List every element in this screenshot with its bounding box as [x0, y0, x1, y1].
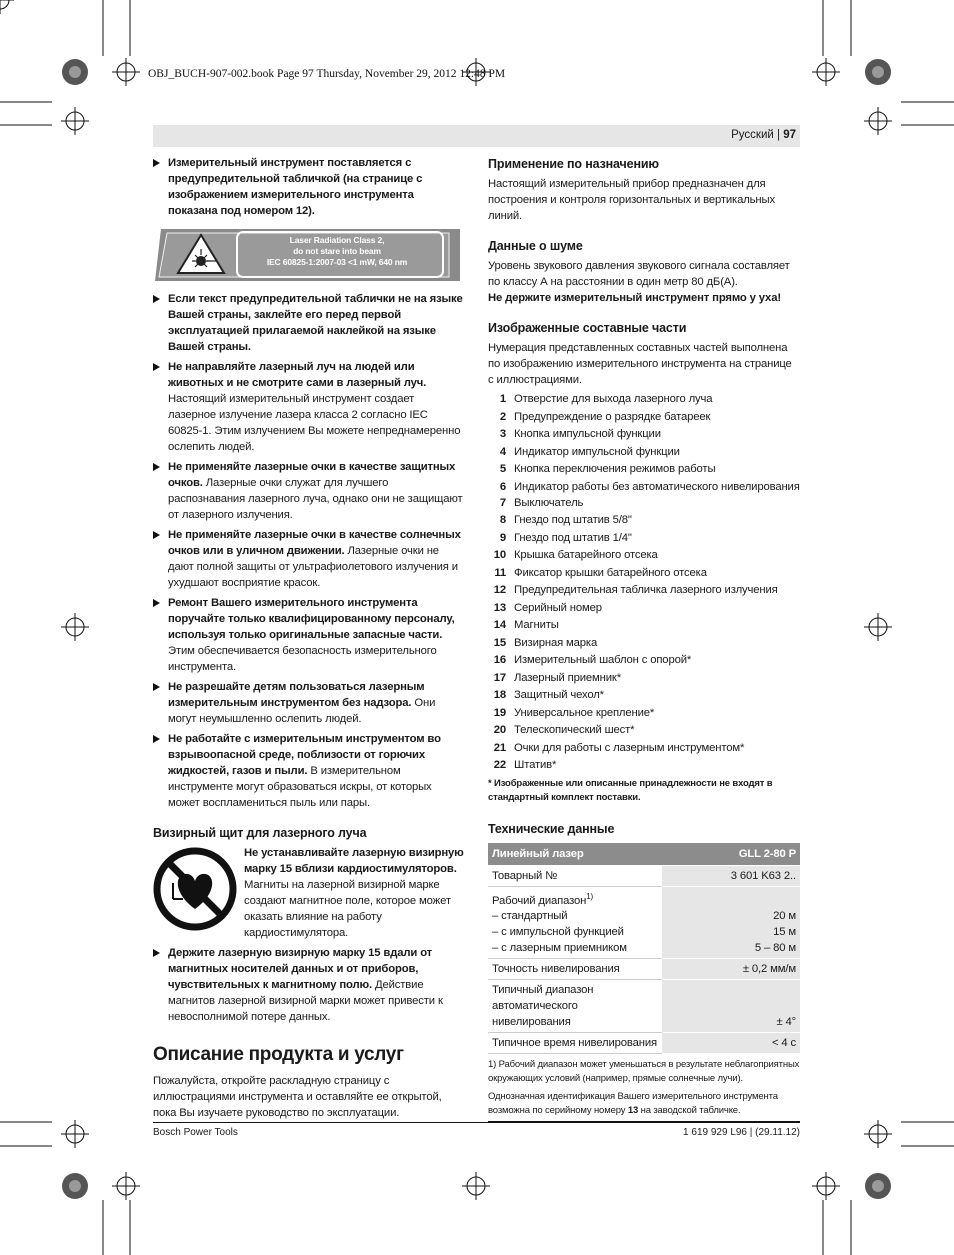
- list-item: [488, 705, 800, 723]
- section-title-product: Описание продукта и услуг: [153, 1044, 404, 1065]
- part-name: Телескопический шест*: [514, 724, 635, 736]
- bullet-icon: [153, 683, 160, 691]
- part-name: Крышка батарейного отсека: [514, 549, 658, 561]
- part-name: Индикатор работы без автоматического нивелирования: [514, 480, 800, 493]
- part-number: 19: [493, 706, 506, 719]
- header-language-page: [731, 129, 796, 141]
- bullet-icon: [153, 735, 160, 743]
- range-standard-value: 20 м: [773, 910, 796, 923]
- list-item: [488, 582, 800, 600]
- list-item: [488, 565, 800, 583]
- part-number: 9: [499, 531, 506, 544]
- bullet-bold: Не работайте с измерительным инструментом во взрывоопасной среде, поблизости от горючих жидкостей, газов и пыли.: [168, 733, 441, 777]
- part-number: 15: [493, 636, 506, 649]
- list-item: [488, 740, 800, 758]
- bullet-text: Лазерные очки не дают полной защиты от ультрафиолетового излучения и ухудшают восприятие красок.: [168, 545, 458, 589]
- list-item: [488, 461, 800, 479]
- part-number: 6: [499, 480, 506, 493]
- table-key: [488, 886, 662, 959]
- section-heading-tech: Технические данные: [488, 821, 615, 836]
- part-number: 22: [493, 759, 506, 771]
- warning-plate-text: [243, 235, 431, 268]
- part-number: 18: [493, 689, 506, 701]
- table-key: Товарный №: [488, 865, 662, 886]
- table-value: < 4 с: [662, 1033, 800, 1054]
- bullet-text: Этим обеспечивается безопасность измерительного инструмента.: [168, 645, 437, 673]
- footer-divider: [153, 1122, 800, 1123]
- section-heading-noise: Данные о шуме: [488, 239, 583, 253]
- list-item: [488, 479, 800, 495]
- range-label: Рабочий диапазон: [492, 894, 587, 907]
- part-name: Гнездо под штатив 5/8": [514, 514, 632, 526]
- bullet-laser-glasses-sun: [153, 527, 465, 591]
- part-name: Гнездо под штатив 1/4": [514, 531, 632, 544]
- bullet-icon: [153, 949, 160, 957]
- part-name: Очки для работы с лазерным инструментом*: [514, 741, 745, 754]
- product-intro-text: Пожалуйста, откройте раскладную страницу с иллюстрациями инструмента и оставляйте ее открытой, пока Вы изучаете руководство по эксплуатации.: [153, 1075, 442, 1119]
- part-name: Серийный номер: [514, 601, 602, 614]
- shield-warning-bold: Не устанавливайте лазерную визирную марку 15 вблизи кардиостимуляторов.: [244, 847, 464, 875]
- part-name: Защитный чехол*: [514, 689, 604, 701]
- table-row: [488, 886, 800, 959]
- bullet-laser-glasses-protect: [153, 459, 465, 523]
- bullet-language-label: [153, 291, 465, 355]
- shield-warning-text: Магниты на лазерной визирной марке создают магнитное поле, которое может оказать влияние на работу кардиостимулятора.: [244, 879, 451, 939]
- list-item: [488, 670, 800, 688]
- right-column: [488, 156, 800, 1122]
- table-key: Типичный диапазон автоматического нивелирования: [488, 980, 662, 1033]
- bullet-laser-people: [153, 359, 465, 455]
- footer-brand: Bosch Power Tools: [153, 1127, 238, 1138]
- table-value: ± 0,2 мм/м: [662, 959, 800, 980]
- table-key: Типичное время нивелирования: [488, 1033, 662, 1054]
- use-text: Настоящий измерительный прибор предназначен для построения и контроля горизонтальных и вертикальных линий.: [488, 178, 775, 222]
- part-name: Визирная марка: [514, 636, 598, 649]
- table-row: [488, 980, 800, 1033]
- part-name: Индикатор импульсной функции: [514, 445, 680, 458]
- list-item: [488, 617, 800, 635]
- part-number: 14: [493, 619, 506, 631]
- part-number: 4: [499, 445, 506, 458]
- part-name: Фиксатор крышки батарейного отсека: [514, 566, 707, 579]
- table-row: [488, 959, 800, 980]
- section-heading-parts: Изображенные составные части: [488, 321, 687, 335]
- plate-line-1: Laser Radiation Class 2,: [289, 235, 385, 245]
- list-item: [488, 512, 800, 530]
- list-item: [488, 757, 800, 775]
- list-item: [488, 547, 800, 565]
- section-heading-shield: Визирный щит для лазерного луча: [153, 826, 367, 840]
- list-item: [488, 635, 800, 653]
- bullet-icon: [153, 159, 160, 167]
- header-separator: |: [773, 129, 784, 141]
- range-receiver-label: – с лазерным приемником: [492, 942, 627, 955]
- bullet-bold: Держите лазерную визирную марку 15 вдали от магнитных носителей данных и от приборов, чувствительных к магнитному полю.: [168, 947, 433, 991]
- list-item: [488, 600, 800, 618]
- bullet-text: В измерительном инструменте могут образоваться искры, от которых может воспламениться пыль или пары.: [168, 765, 432, 809]
- bullet-icon: [153, 599, 160, 607]
- list-item: [488, 495, 800, 513]
- table-header-row: [488, 843, 800, 866]
- list-item: [488, 426, 800, 444]
- part-number: 2: [499, 410, 506, 423]
- print-header: OBJ_BUCH-907-002.book Page 97 Thursday, November 29, 2012 12:48 PM: [148, 68, 506, 80]
- bullet-text: Они могут неумышленно ослепить людей.: [168, 697, 436, 725]
- list-item: [488, 722, 800, 740]
- no-pacemaker-icon: [153, 847, 237, 931]
- part-number: 17: [493, 671, 506, 684]
- noise-warning: Не держите измерительный инструмент прямо у уха!: [488, 292, 781, 304]
- part-name: Предупредительная табличка лазерного излучения: [514, 584, 778, 596]
- pacemaker-warning: [153, 845, 465, 941]
- part-name: Штатив*: [514, 759, 557, 771]
- bullet-bold: Не разрешайте детям пользоваться лазерным измерительным инструментом без надзора.: [168, 681, 425, 709]
- bullet-text: Если текст предупредительной таблички не на языке Вашей страны, заклейте его перед первой эксплуатацией прилагаемой наклейкой на языке Вашей страны.: [168, 293, 463, 353]
- part-name: Кнопка импульсной функции: [514, 428, 661, 440]
- part-name: Измерительный шаблон с опорой*: [514, 654, 692, 666]
- bullet-children: [153, 679, 465, 727]
- bullet-icon: [153, 295, 160, 303]
- bullet-text: Настоящий измерительный инструмент создает лазерное излучение лазера класса 2 согласно IEC 60825-1. Этим излучением Вы можете непреднамеренно ослепить людей.: [168, 393, 461, 453]
- footnote-serial-number: 13: [627, 1105, 639, 1117]
- noise-text: Уровень звукового давления звукового сигнала составляет по классу А на расстоянии в один метр 80 дБ(A).: [488, 260, 790, 288]
- part-number: 12: [493, 584, 506, 596]
- list-item: [488, 409, 800, 427]
- bullet-icon: [153, 463, 160, 471]
- part-number: 10: [493, 549, 506, 561]
- plate-line-2: do not stare into beam: [293, 246, 381, 256]
- table-row: [488, 865, 800, 886]
- table-value: ± 4°: [662, 980, 800, 1033]
- part-number: 16: [493, 654, 506, 666]
- tech-data-table: [488, 843, 800, 1055]
- bullet-warning-plate: [153, 155, 465, 219]
- range-footnote-ref: 1): [586, 891, 594, 901]
- bullet-bold: Не применяйте лазерные очки в качестве солнечных очков или в уличном движении.: [168, 529, 461, 557]
- list-item: [488, 687, 800, 705]
- bullet-icon: [153, 363, 160, 371]
- left-column: [153, 155, 465, 1121]
- part-name: Лазерный приемник*: [514, 671, 621, 684]
- table-key: Точность нивелирования: [488, 959, 662, 980]
- bullet-explosive: [153, 731, 465, 811]
- table-value: 3 601 K63 2..: [662, 865, 800, 886]
- footnote-serial-text: Однозначная идентификация Вашего измерительного инструмента возможна по серийному номеру: [488, 1091, 778, 1117]
- bullet-bold: Не направляйте лазерный луч на людей или животных и не смотрите сами в лазерный луч.: [168, 361, 427, 389]
- parts-note: * Изображенные или описанные принадлежности не входят в стандартный комплект поставки.: [488, 777, 773, 803]
- table-header-key: Линейный лазер: [488, 843, 662, 866]
- part-number: 1: [499, 393, 506, 405]
- table-row: [488, 1033, 800, 1054]
- part-number: 13: [493, 601, 506, 614]
- part-number: 3: [499, 428, 506, 440]
- list-item: [488, 391, 800, 409]
- part-name: Магниты: [514, 619, 559, 631]
- part-number: 20: [493, 724, 506, 736]
- page-number: 97: [783, 129, 796, 141]
- table-value: [662, 886, 800, 959]
- range-standard-label: – стандартный: [492, 910, 568, 923]
- running-header: [153, 125, 800, 147]
- bullet-icon: [153, 531, 160, 539]
- list-item: [488, 530, 800, 548]
- part-number: 11: [494, 566, 506, 579]
- part-number: 5: [499, 463, 506, 475]
- part-number: 7: [499, 496, 506, 509]
- parts-list: [488, 391, 800, 775]
- bullet-text: Лазерные очки служат для лучшего распознавания лазерного луча, однако они не защищают от лазерного излучения.: [168, 477, 463, 521]
- list-item: [488, 444, 800, 462]
- footer-docnumber: 1 619 929 L96 | (29.11.12): [683, 1127, 800, 1138]
- part-number: 21: [493, 741, 506, 754]
- parts-intro: Нумерация представленных составных частей выполнена по изображению измерительного инструмента на странице с иллюстрациями.: [488, 342, 792, 386]
- footnote-serial-tail: на заводской табличке.: [638, 1105, 741, 1117]
- part-number: 8: [499, 514, 506, 526]
- section-heading-use: Применение по назначению: [488, 157, 659, 171]
- part-name: Отверстие для выхода лазерного луча: [514, 393, 713, 405]
- footnote-range: 1) Рабочий диапазон может уменьшаться в результате неблагоприятных окружающих условий (например, прямые солнечные лучи).: [488, 1059, 800, 1085]
- range-pulse-value: 15 м: [773, 926, 796, 939]
- list-item: [488, 652, 800, 670]
- bullet-bold: Не применяйте лазерные очки в качестве защитных очков.: [168, 461, 456, 489]
- bullet-text: Измерительный инструмент поставляется с предупредительной табличкой (на странице с изображением измерительного инструмента показана под номером 12).: [168, 157, 423, 217]
- footnote-serial: [488, 1090, 800, 1122]
- header-language: Русский: [731, 129, 774, 141]
- part-name: Кнопка переключения режимов работы: [514, 463, 716, 475]
- plate-line-3: IEC 60825-1:2007-03 <1 mW, 640 nm: [266, 257, 408, 267]
- laser-warning-plate: [153, 227, 460, 283]
- bullet-magnetic: [153, 945, 465, 1025]
- bullet-text: Действие магнитов лазерной визирной марки может привести к невосполнимой потере данных.: [168, 979, 443, 1023]
- table-header-model: GLL 2-80 P: [662, 843, 800, 866]
- part-name: Универсальное крепление*: [514, 706, 655, 719]
- bullet-repair: [153, 595, 465, 675]
- part-name: Выключатель: [514, 496, 584, 509]
- part-name: Предупреждение о разрядке батареек: [514, 410, 711, 423]
- bullet-bold: Ремонт Вашего измерительного инструмента поручайте только квалифицированному персоналу, используя только оригинальные запасные части.: [168, 597, 455, 641]
- range-pulse-label: – с импульсной функцией: [492, 926, 624, 939]
- range-receiver-value: 5 – 80 м: [754, 942, 796, 955]
